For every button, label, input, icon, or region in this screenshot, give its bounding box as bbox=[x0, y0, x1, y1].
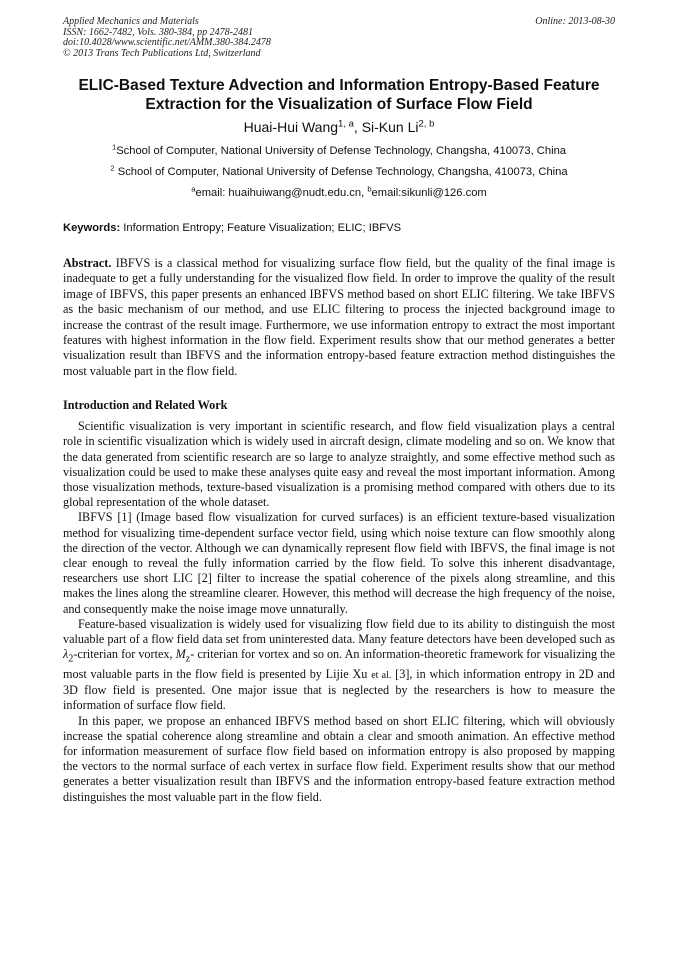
author-separator: , bbox=[353, 119, 362, 135]
paragraph-2: IBFVS [1] (Image based flow visualization for curved surfaces) is an efficient texture-based visualization method for visualizing time-dependent surface vector field, using which noise texture can flow smoothly along the direction of the vector. Although we can dynamically represent flow field with IBFVS, the final image is not clear enough to reveal the fully information carried by the flow field. To solve this inherent disadvantage, researchers use short LIC [2] filter to increase the spatial coherence of the pixels along streamline, and this makes the lines along the streamline clearer. However, this method will decrease the high frequency of the noise, and consequently make the noise image move unnaturally. bbox=[63, 510, 615, 616]
paragraph-3-part-b: -criterian for vortex, bbox=[73, 647, 176, 662]
email-marker: a bbox=[191, 184, 196, 194]
journal-name: Applied Mechanics and Materials bbox=[63, 16, 199, 27]
paragraph-3-part-a: Feature-based visualization is widely used for visualizing flow field due to its ability to distinguish the most valuable part of a flow field data set from uninterested data. Many feature detectors have been developed such as bbox=[63, 616, 615, 647]
section-heading: Introduction and Related Work bbox=[63, 398, 228, 413]
paragraph-3 bbox=[63, 617, 615, 714]
abstract bbox=[63, 256, 615, 379]
lambda-subscript: 2 bbox=[68, 653, 74, 665]
paper-title: ELIC-Based Texture Advection and Information Entropy-Based Feature Extraction for the Visualization of Surface Flow Field bbox=[78, 77, 600, 113]
abstract-text: IBFVS is a classical method for visualizing surface flow field, but the quality of the final image is inadequate to get a fully understanding for the visualized flow field. In order to improve the quality of the result image of IBFVS, this paper presents an enhanced IBFVS method based on short ELIC filtering. We take IBFVS as the basic mechanism of our method, and use ELIC filtering to process the injected background image to increase the contrast of the result image. Furthermore, we use information entropy to extract the most important features with highest information in the flow field. Experiment results show that our method generates a better visualization result than IBFVS and the information entropy-based feature extraction method distinguishes the most valuable part in the flow field. bbox=[63, 256, 615, 378]
affiliation-marker: 1 bbox=[111, 142, 117, 152]
m-subscript: z bbox=[185, 653, 191, 665]
keywords bbox=[63, 221, 615, 235]
author-name: Huai-Hui Wang bbox=[243, 119, 339, 135]
keywords-label: Keywords: bbox=[63, 222, 121, 234]
paper-page bbox=[63, 0, 615, 805]
journal-issn: ISSN: 1662-7482, Vols. 380-384, pp 2478-2481 bbox=[63, 26, 253, 38]
affiliation-text: School of Computer, National University of Defense Technology, Changsha, 410073, China bbox=[114, 166, 568, 178]
m-symbol: M bbox=[175, 647, 186, 662]
author-name: Si-Kun Li bbox=[361, 119, 419, 135]
paragraph-1: Scientific visualization is very important in scientific research, and flow field visualization plays a central role in scientific visualization which is widely used in aircraft design, climate modeling and so on. We know that the data generated from scientific research are so large to analyze straightly, and some effective method such as visualization could be used to make these analyses quite easy and reveal the most important information. Among those visualization methods, texture-based visualization is a promising method compared with others due to its global representation of the whole dataset. bbox=[63, 419, 615, 510]
email-line bbox=[63, 186, 615, 200]
author-line bbox=[63, 119, 615, 136]
abstract-label: Abstract. bbox=[63, 256, 112, 270]
email-marker: b bbox=[367, 184, 372, 194]
affiliation-marker: 2 bbox=[110, 163, 115, 173]
affiliation-2 bbox=[63, 165, 615, 179]
journal-copyright: © 2013 Trans Tech Publications Ltd, Switzerland bbox=[63, 47, 261, 59]
journal-header bbox=[63, 17, 615, 59]
journal-doi: doi:10.4028/www.scientific.net/AMM.380-384.2478 bbox=[63, 37, 271, 48]
affiliation-1 bbox=[63, 144, 615, 158]
author-superscript: 2, b bbox=[418, 118, 435, 130]
email-text: email: huaihuiwang@nudt.edu.cn, bbox=[195, 187, 368, 199]
affiliation-text: School of Computer, National University of Defense Technology, Changsha, 410073, China bbox=[116, 145, 567, 157]
email-text: email:sikunli@126.com bbox=[371, 187, 487, 199]
author-superscript: 1, a bbox=[338, 118, 354, 130]
online-date: Online: 2013-08-30 bbox=[535, 16, 615, 27]
paragraph-3-part-d: [3], in which information entropy in 2D and 3D flow field is presented. One major issue that is neglected by the researchers is how to measure the information of surface flow field. bbox=[63, 666, 616, 713]
lambda-symbol: λ bbox=[63, 647, 69, 662]
keywords-text: Information Entropy; Feature Visualization; ELIC; IBFVS bbox=[120, 222, 402, 234]
paragraph-3-part-c: - criterian for vortex and so on. An information-theoretic framework for visualizing the most valuable parts in the flow field is presented by Lijie Xu bbox=[63, 647, 615, 681]
et-al: et al. bbox=[371, 669, 392, 681]
paragraph-4: In this paper, we propose an enhanced IBFVS method based on short ELIC filtering, which will obviously increase the spatial coherence along streamline and obtain a clear and smooth animation. An effective method for information measurement of surface flow field based on information entropy is also proposed by mapping the vectors to the normal surface of each vertex in surface flow field. Experiment results show that our method generates a better visualization result than IBFVS and the information entropy-based feature extraction method distinguishes the most valuable part in the flow field. bbox=[63, 713, 615, 804]
